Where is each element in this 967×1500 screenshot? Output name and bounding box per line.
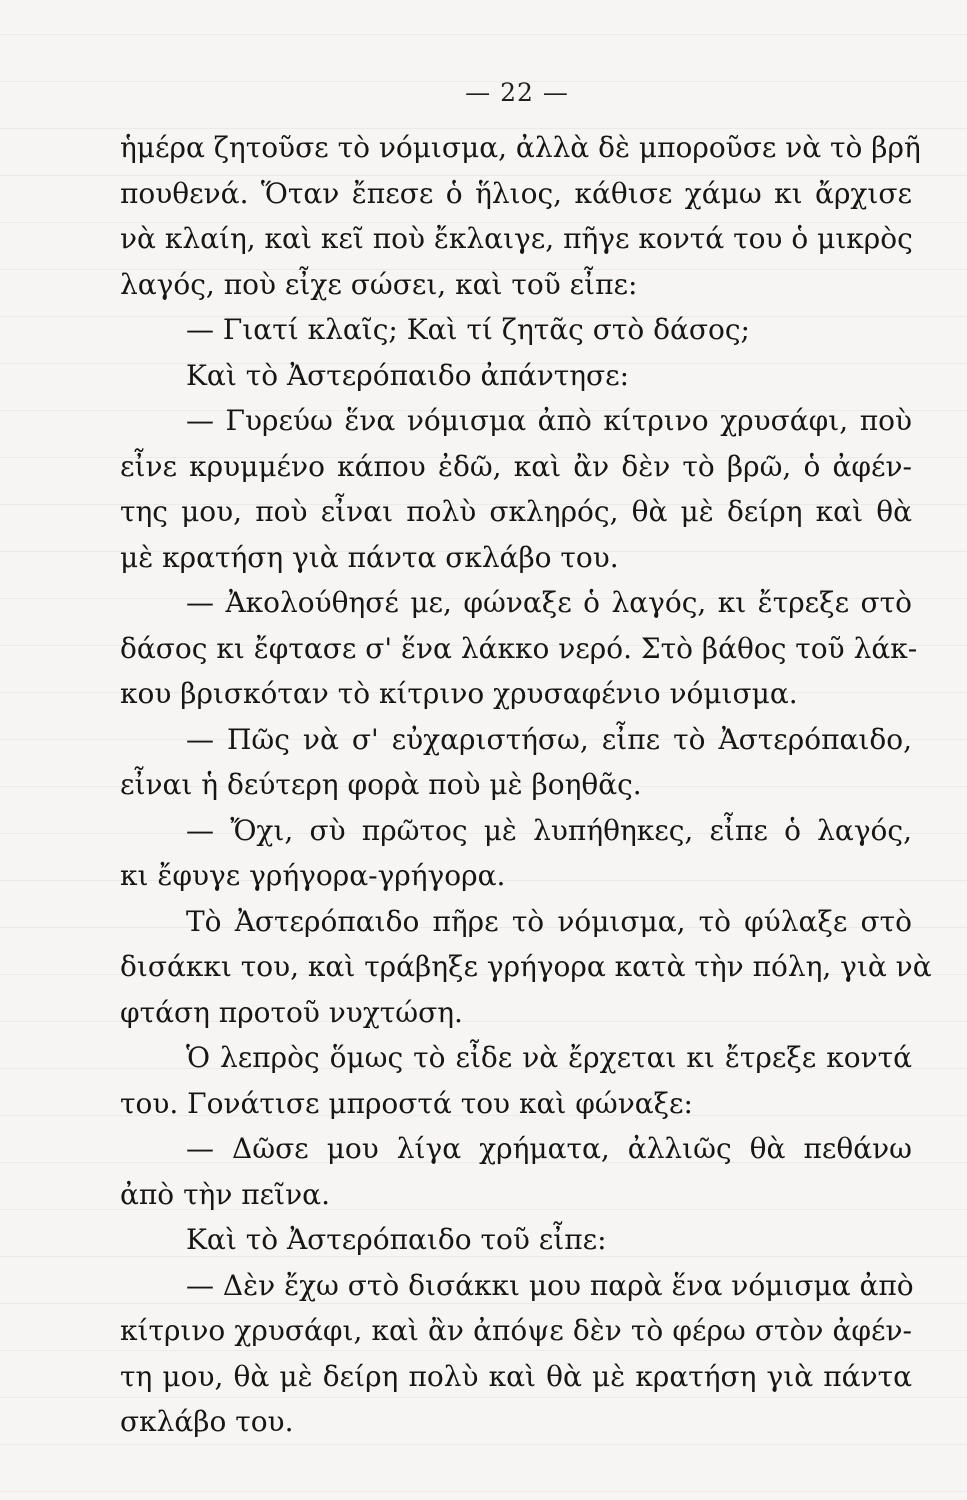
text-line: λαγός, ποὺ εἶχε σώσει, καὶ τοῦ εἶπε: xyxy=(120,267,638,301)
text-line: — Ἀκολούθησέ με, φώναξε ὁ λαγός, κι ἔτρεξε στὸ xyxy=(186,586,912,619)
text-line: εἶνε κρυμμένο κάπου ἐδῶ, καὶ ἂν δὲν τὸ βρῶ, ὁ ἀφέν- xyxy=(120,449,912,483)
text-line: κι ἔφυγε γρήγορα-γρήγορα. xyxy=(120,859,506,892)
text-line: — Δὲν ἔχω στὸ δισάκκι μου παρὰ ἕνα νόμισμα ἀπὸ xyxy=(186,1268,914,1302)
text-line: Τὸ Ἀστερόπαιδο πῆρε τὸ νόμισμα, τὸ φύλαξε στὸ xyxy=(186,904,912,938)
text-line: δάσος κι ἔφτασε σ' ἕνα λάκκο νερό. Στὸ βάθος τοῦ λάκ- xyxy=(120,631,918,665)
text-line: φτάση προτοῦ νυχτώση. xyxy=(120,995,463,1029)
text-line: Καὶ τὸ Ἀστερόπαιδο τοῦ εἶπε: xyxy=(186,1223,607,1256)
body-text xyxy=(120,125,932,1445)
text-line: — Γιατί κλαῖς; Καὶ τί ζητᾶς στὸ δάσος; xyxy=(186,313,750,346)
text-line: — Ὄχι, σὺ πρῶτος μὲ λυπήθηκες, εἶπε ὁ λαγός, xyxy=(186,813,912,847)
text-line: ἀπὸ τὴν πεῖνα. xyxy=(120,1177,330,1211)
text-line: — Πῶς νὰ σ' εὐχαριστήσω, εἶπε τὸ Ἀστερόπαιδο, xyxy=(186,722,912,756)
text-line: κου βρισκόταν τὸ κίτρινο χρυσαφένιο νόμισμα. xyxy=(120,677,798,710)
text-line: — Γυρεύω ἕνα νόμισμα ἀπὸ κίτρινο χρυσάφι, ποὺ xyxy=(186,404,912,437)
text-line: δισάκκι του, καὶ τράβηξε γρήγορα κατὰ τὴν πόλη, γιὰ νὰ xyxy=(120,950,932,983)
text-line: τη μου, θὰ μὲ δείρη πολὺ καὶ θὰ μὲ κρατήση γιὰ πάντα xyxy=(120,1359,912,1393)
text-line: μὲ κρατήση γιὰ πάντα σκλάβο του. xyxy=(120,540,619,574)
text-line: σκλάβο του. xyxy=(120,1405,294,1438)
text-line: εἶναι ἡ δεύτερη φορὰ ποὺ μὲ βοηθᾶς. xyxy=(120,768,642,801)
text-line: ἡμέρα ζητοῦσε τὸ νόμισμα, ἀλλὰ δὲ μποροῦσε νὰ τὸ βρῆ xyxy=(120,131,921,164)
text-line: του. Γονάτισε μπροστά του καὶ φώναξε: xyxy=(120,1086,693,1120)
text-line: κίτρινο χρυσάφι, καὶ ἂν ἀπόψε δὲν τὸ φέρω στὸν ἀφέν- xyxy=(120,1314,912,1347)
text-line: Καὶ τὸ Ἀστερόπαιδο ἀπάντησε: xyxy=(186,358,630,392)
text-line: — Δῶσε μου λίγα χρήματα, ἀλλιῶς θὰ πεθάνω xyxy=(186,1132,912,1165)
text-line: πουθενά. Ὅταν ἔπεσε ὁ ἥλιος, κάθισε χάμω κι ἄρχισε xyxy=(120,176,912,210)
text-line: Ὁ λεπρὸς ὅμως τὸ εἶδε νὰ ἔρχεται κι ἔτρεξε κοντά xyxy=(186,1041,912,1074)
text-line: νὰ κλαίη, καὶ κεῖ ποὺ ἔκλαιγε, πῆγε κοντά του ὁ μικρὸς xyxy=(120,222,913,255)
page-number: — 22 — xyxy=(465,78,569,107)
text-line: της μου, ποὺ εἶναι πολὺ σκληρός, θὰ μὲ δείρη καὶ θὰ xyxy=(120,495,912,528)
